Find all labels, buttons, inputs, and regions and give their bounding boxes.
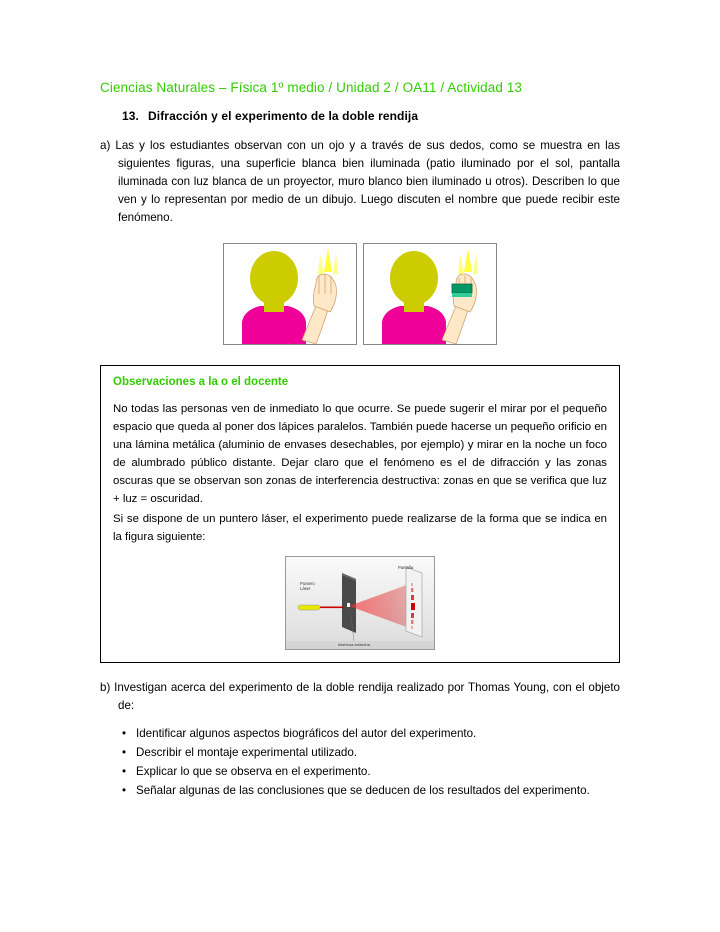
laser-experiment-graphic	[286, 557, 434, 649]
figure-hand-slit-wide-graphic	[224, 244, 356, 344]
observations-paragraph-2: Si se dispone de un puntero láser, el experimento puede realizarse de la forma que se indica en la figura siguiente:	[113, 512, 607, 543]
observations-box	[100, 365, 620, 663]
list-item: • Explicar lo que se observa en el experimento.	[136, 763, 620, 781]
observations-title: Observaciones a la o el docente	[113, 375, 289, 388]
item-b-text: Investigan acerca del experimento de la doble rendija realizado por Thomas Young, con el objeto de:	[114, 680, 620, 712]
item-a-text: Las y los estudiantes observan con un ojo y a través de sus dedos, como se muestra en las siguientes figuras, una superficie blanca bien iluminada (patio iluminado por el sol, pantalla iluminada con luz blanca de un proyector, muro blanco bien iluminado u otros). Describen lo que ven y lo representan por medio de un dibujo. Luego discuten el nombre que puede recibir este fenómeno.	[115, 139, 620, 224]
item-b-label: b)	[100, 680, 111, 694]
figures-row	[100, 243, 620, 345]
paragraph-a	[100, 137, 620, 227]
observations-paragraph-1: No todas las personas ven de inmediato lo que ocurre. Se puede sugerir el mirar por el pequeño espacio que queda al poner dos lápices paralelos. También puede hacerse un pequeño orificio en una lámina metálica (aluminio de envases desechables, por ejemplo) y mirar en la noche un foco de alumbrado público distante. Dejar claro que el fenómeno es el de difracción y las zonas oscuras que se observan son zonas de interferencia destructiva: zonas en que se verifica que luz + luz = oscuridad.	[113, 402, 607, 505]
figure-hand-slit-narrow	[363, 243, 497, 345]
objectives-list	[100, 725, 620, 800]
paragraph-b	[100, 679, 620, 715]
activity-title	[100, 109, 620, 123]
list-item: • Describir el montaje experimental utilizado.	[136, 744, 620, 762]
activity-number: 13.	[122, 109, 139, 123]
document-header: Ciencias Naturales – Física 1º medio / Unidad 2 / OA11 / Actividad 13	[100, 80, 523, 95]
laser-experiment-figure	[285, 556, 435, 650]
svg-text:Puntero: Puntero	[300, 580, 315, 586]
item-a-label: a)	[100, 139, 111, 152]
list-item: • Identificar algunos aspectos biográficos del autor del experimento.	[136, 725, 620, 743]
svg-text:Abertura estrecha: Abertura estrecha	[338, 641, 370, 647]
activity-title-text: Difracción y el experimento de la doble rendija	[148, 109, 419, 123]
laser-figure-wrapper	[113, 556, 607, 650]
list-item: • Señalar algunas de las conclusiones que se deducen de los resultados del experimento.	[136, 782, 620, 800]
svg-text:Pantalla: Pantalla	[398, 564, 414, 570]
figure-hand-slit-wide	[223, 243, 357, 345]
figure-hand-slit-narrow-graphic	[364, 244, 496, 344]
svg-text:Láser: Láser	[300, 585, 311, 591]
